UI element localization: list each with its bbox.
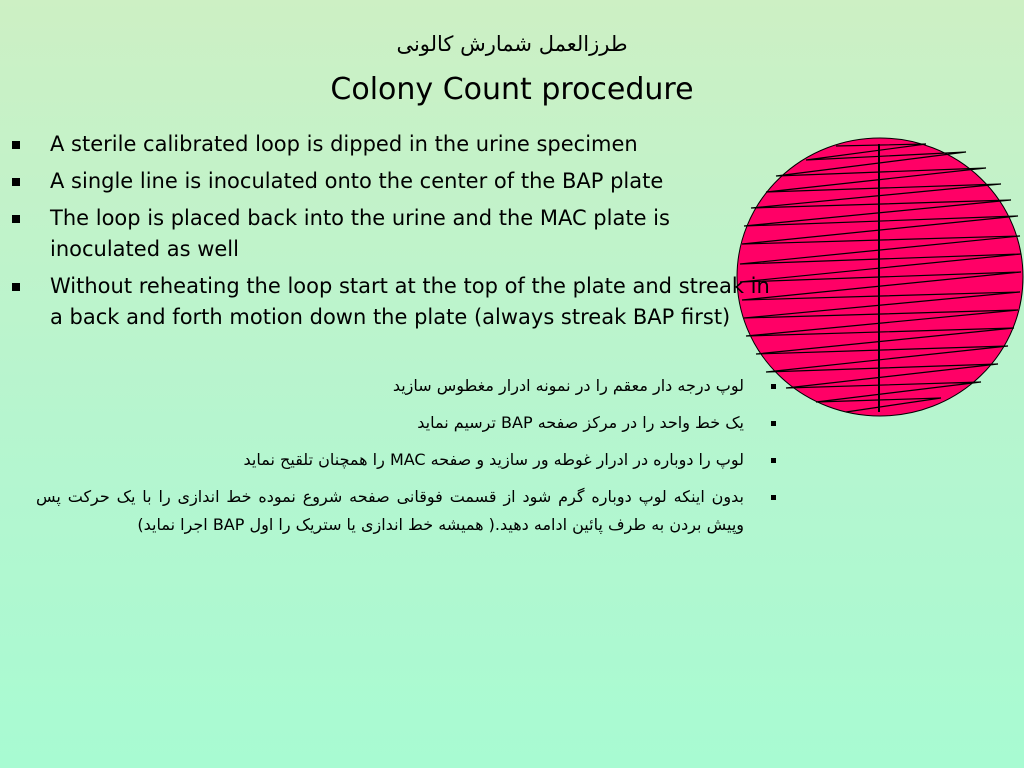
list-item (36, 446, 776, 474)
list-item (36, 409, 776, 437)
bullet-text: لوپ درجه دار معقم را در نمونه ادرار مغطوس سازید (392, 376, 744, 395)
square-bullet-icon (12, 215, 20, 223)
square-bullet-icon (771, 421, 776, 426)
bullet-text: Without reheating the loop start at the top of the plate and streak in a back and forth motion down the plate (always streak BAP first) (50, 274, 770, 329)
slide-title: Colony Count procedure (330, 72, 694, 107)
square-bullet-icon (771, 458, 776, 463)
slide-title-persian: طرزالعمل شمارش کالونی (396, 32, 628, 56)
list-item (10, 271, 780, 333)
square-bullet-icon (12, 283, 20, 291)
bullet-text: یک خط واحد را در مرکز صفحه BAP ترسیم نماید (417, 413, 744, 432)
bullet-text: The loop is placed back into the urine and the MAC plate is inoculated as well (50, 206, 670, 261)
bullet-text: بدون اینکه لوپ دوباره گرم شود از قسمت فوقانی صفحه شروع نموده خط اندازی را با یک حرکت پس وپیش بردن به طرف پائین ادامه دهید.( همیشه خط اندازی یا ستریک را اول BAP اجرا نماید) (36, 487, 744, 534)
square-bullet-icon (771, 384, 776, 389)
square-bullet-icon (12, 141, 20, 149)
persian-bullet-list (36, 372, 776, 548)
list-item (10, 166, 780, 197)
english-bullet-list (10, 129, 780, 339)
bullet-text: A sterile calibrated loop is dipped in the urine specimen (50, 132, 638, 156)
list-item (10, 129, 780, 160)
list-item (36, 372, 776, 400)
bullet-text: لوپ را دوباره در ادرار غوطه ور سازید و صفحه MAC را همچنان تلقیح نماید (243, 450, 744, 469)
bullet-text: A single line is inoculated onto the center of the BAP plate (50, 169, 664, 193)
square-bullet-icon (771, 495, 776, 500)
square-bullet-icon (12, 178, 20, 186)
list-item (36, 483, 776, 539)
list-item (10, 203, 780, 265)
